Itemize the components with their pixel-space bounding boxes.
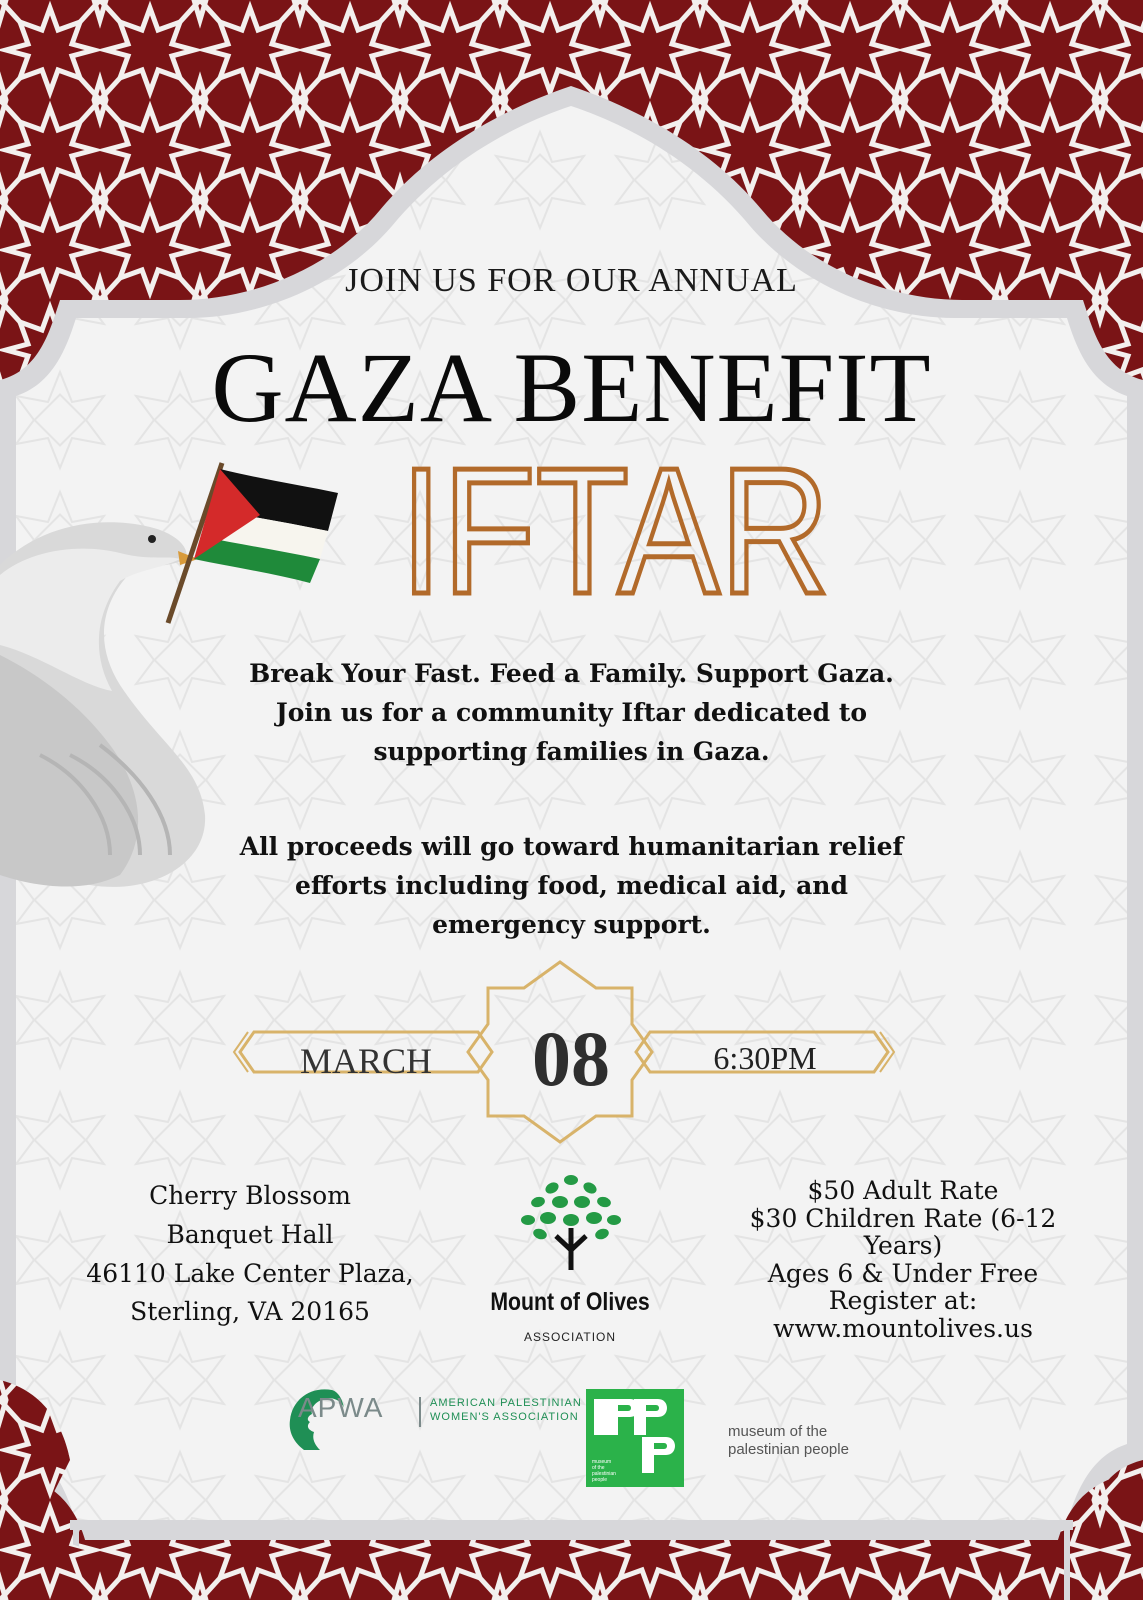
apwa-fullname xyxy=(430,1397,582,1425)
organizer-sub: ASSOCIATION xyxy=(523,1330,617,1344)
mpp-small-line: of the xyxy=(592,1465,605,1471)
apwa-line: AMERICAN PALESTINIAN xyxy=(430,1397,582,1409)
iftar-title xyxy=(385,431,845,632)
pricing-line: $50 Adult Rate xyxy=(807,1176,999,1205)
olive-tree-logo xyxy=(516,1170,626,1280)
mpp-small-text xyxy=(592,1459,652,1483)
venue-line: 46110 Lake Center Plaza, xyxy=(86,1258,414,1288)
apwa-short: APWA xyxy=(298,1392,384,1423)
organizer-name: Mount of Olives xyxy=(490,1288,650,1316)
proceeds-paragraph xyxy=(180,828,963,944)
venue-block xyxy=(40,1177,460,1332)
date-month: MARCH xyxy=(299,1041,433,1081)
venue-line: Cherry Blossom xyxy=(149,1181,351,1210)
registration-link[interactable]: www.mountolives.us xyxy=(773,1313,1033,1343)
intro-line: supporting families in Gaza. xyxy=(373,736,770,766)
pricing-line: Register at: xyxy=(828,1286,978,1315)
date-day: 08 xyxy=(532,1015,610,1102)
event-title: GAZA BENEFIT xyxy=(211,332,932,443)
museum-line: palestinian people xyxy=(728,1441,849,1458)
pricing-line: $30 Children Rate (6-12 xyxy=(749,1203,1057,1233)
iftar-word: IFTAR xyxy=(400,431,830,632)
venue-line: Banquet Hall xyxy=(166,1219,334,1249)
pricing-block xyxy=(718,1177,1088,1342)
intro-line: Join us for a community Iftar dedicated to xyxy=(275,697,868,727)
intro-paragraph xyxy=(180,655,963,771)
apwa-line: WOMEN'S ASSOCIATION xyxy=(430,1410,579,1423)
apwa-divider xyxy=(419,1397,421,1427)
proceeds-line: All proceeds will go toward humanitarian relief xyxy=(239,832,904,861)
intro-line: Break Your Fast. Feed a Family. Support Gaza. xyxy=(249,659,894,688)
kicker-text: JOIN US FOR OUR ANNUAL xyxy=(345,262,798,299)
proceeds-line: emergency support. xyxy=(432,909,711,939)
proceeds-line: efforts including food, medical aid, and xyxy=(295,870,848,900)
venue-line: Sterling, VA 20165 xyxy=(130,1297,370,1327)
palestinian-flag-icon xyxy=(160,455,340,635)
mpp-small-line: palestinian xyxy=(592,1471,616,1477)
mpp-small-line: museum xyxy=(592,1459,612,1465)
museum-line: museum of the xyxy=(728,1423,828,1440)
museum-name xyxy=(728,1423,849,1459)
pricing-line: Ages 6 & Under Free xyxy=(767,1258,1039,1288)
event-time: 6:30PM xyxy=(713,1040,817,1076)
pricing-line: Years) xyxy=(863,1231,943,1260)
mpp-small-line: people xyxy=(592,1477,608,1483)
